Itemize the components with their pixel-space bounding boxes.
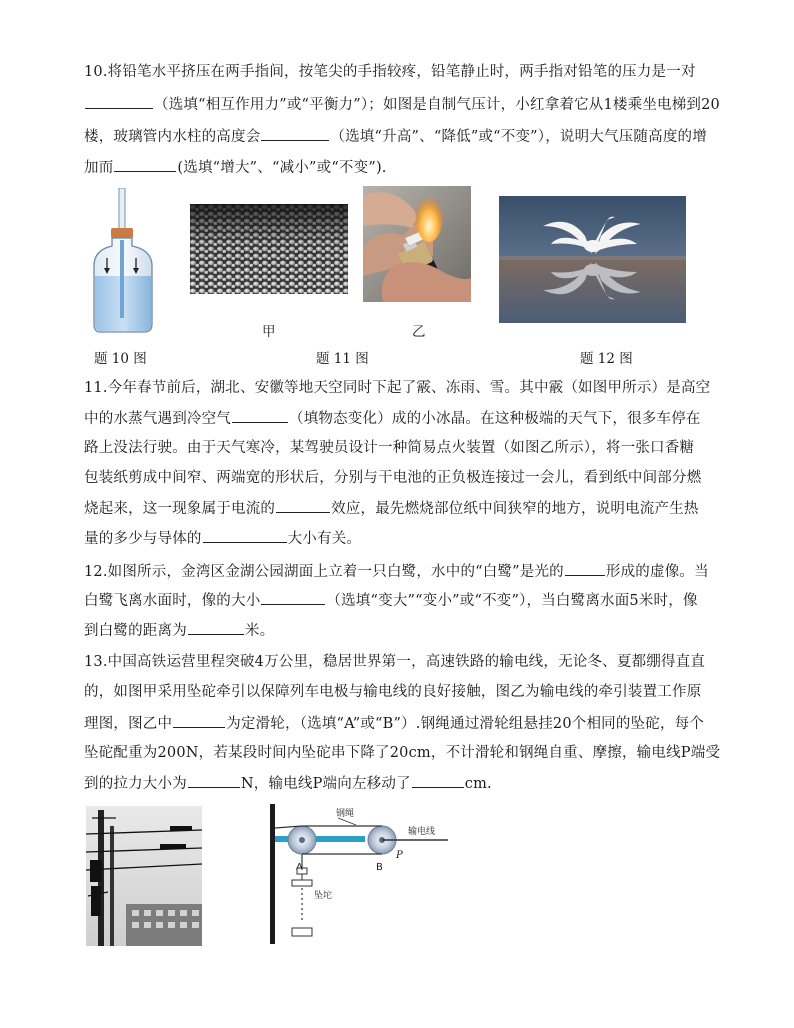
- answer-blank[interactable]: [188, 773, 240, 788]
- label-weight: 坠坨: [314, 891, 333, 901]
- q11-line1: 11.今年春节前后，湖北、安徽等地天空同时下起了霰、冻雨、雪。其中霰（如图甲所示）是高空: [84, 380, 711, 396]
- q10-line4-text-a: 加而: [84, 160, 114, 176]
- caption-fig-10: 题 10 图: [94, 351, 147, 367]
- q11-line2-text-b: （填物态变化）成的小冰晶。在这种极端的天气下，很多车停在: [289, 411, 701, 427]
- pulley-diagram: [268, 802, 456, 948]
- label-point-p: P: [396, 850, 403, 861]
- q11-line5: [84, 498, 699, 519]
- answer-blank[interactable]: [85, 94, 153, 109]
- q13-line1: 13.中国高铁运营里程突破4万公里，稳居世界第一，高速铁路的输电线，无论冬、夏都绷得直直: [84, 654, 706, 670]
- answer-blank[interactable]: [565, 561, 605, 576]
- q13-line4: 坠砣配重为200N，若某段时间内坠砣串下降了20cm，不计滑轮和钢绳自重、摩擦，输电线P端受: [84, 745, 721, 761]
- q12-line2: [84, 590, 698, 611]
- q12-line3-text-a: 到白鹭的距离为: [84, 623, 187, 639]
- q11-line3: 路上没法行驶。由于天气寒冷，某驾驶员设计一种简易点火装置（如图乙所示），将一张口香糖: [84, 440, 695, 456]
- q10-line2: [84, 94, 720, 115]
- q13-line3: [84, 713, 704, 734]
- q13-line5-text-c: cm.: [464, 776, 492, 792]
- answer-blank[interactable]: [114, 157, 176, 172]
- q13-line5-text-b: N，输电线P端向左移动了: [240, 776, 411, 792]
- q12-line1-text-b: 形成的虚像。当: [605, 564, 709, 580]
- q11-line6-text-b: 大小有关。: [287, 531, 362, 547]
- answer-blank[interactable]: [412, 773, 464, 788]
- q10-line4: [84, 157, 387, 178]
- q13-line5-text-a: 到的拉力大小为: [84, 776, 187, 792]
- q11-line2: [84, 408, 701, 429]
- q12-line1: [84, 561, 709, 582]
- q10-line3-text-b: （选填“升高”、“降低”或“不变”），说明大气压随高度的增: [330, 129, 707, 145]
- q10-line1: 10.将铅笔水平挤压在两手指间，按笔尖的手指较疼，铅笔静止时，两手指对铅笔的压力是一对: [84, 64, 696, 80]
- q13-line3-text-a: 理图，图乙中: [84, 716, 173, 732]
- q11-line5-text-b: 效应，最先燃烧部位纸中间狭窄的地方，说明电流产生热: [331, 501, 699, 517]
- q10-line4-text-b: (选填“增大”、“减小”或“不变”).: [177, 160, 387, 176]
- q12-line2-text-a: 白鹭飞离水面时，像的大小: [84, 593, 261, 609]
- catenary-photo: [86, 806, 202, 946]
- caption-fig-12: 题 12 图: [580, 351, 633, 367]
- answer-blank[interactable]: [261, 126, 329, 141]
- q13-line5: [84, 773, 492, 794]
- label-wire: 输电线: [408, 827, 436, 837]
- q10-line2-text: （选填“相互作用力”或“平衡力”）；如图是自制气压计，小红拿着它从1楼乘坐电梯到20: [154, 97, 720, 113]
- answer-blank[interactable]: [232, 408, 288, 423]
- caption-fig-11: 题 11 图: [316, 351, 369, 367]
- graupel-photo: [190, 204, 348, 294]
- q11-line6: [84, 528, 361, 549]
- battery-fire-photo: [363, 186, 471, 302]
- q12-line1-text-a: 12.如图所示，金湾区金湖公园湖面上立着一只白鹭，水中的“白鹭”是光的: [84, 564, 564, 580]
- caption-yi: 乙: [412, 324, 426, 340]
- label-pulley-b: B: [376, 862, 383, 873]
- q13-line3-text-b: 为定滑轮，（选填“A”或“B”）.钢绳通过滑轮组悬挂20个相同的坠砣，每个: [226, 716, 705, 732]
- answer-blank[interactable]: [173, 713, 225, 728]
- egret-photo: [499, 196, 686, 323]
- q11-line4: 包装纸剪成中间窄、两端宽的形状后，分别与干电池的正负极连接过一会儿，看到纸中间部分燃: [84, 470, 702, 486]
- answer-blank[interactable]: [261, 590, 325, 605]
- q12-line2-text-b: （选填“变大”“变小”或“不变”），当白鹭离水面5米时，像: [326, 593, 698, 609]
- q13-line2: 的，如图甲采用坠砣牵引以保障列车电极与输电线的良好接触，图乙为输电线的牵引装置工作原: [84, 684, 702, 700]
- answer-blank[interactable]: [188, 620, 244, 635]
- answer-blank[interactable]: [276, 498, 330, 513]
- q10-line3-text-a: 楼，玻璃管内水柱的高度会: [84, 129, 261, 145]
- q12-line3: [84, 620, 274, 641]
- q12-line3-text-b: 米。: [244, 623, 275, 639]
- q11-line5-text-a: 烧起来，这一现象属于电流的: [84, 501, 276, 517]
- q10-line3: [84, 126, 707, 147]
- label-pulley-a: A: [296, 862, 303, 873]
- barometer-bottle-figure: [92, 188, 158, 334]
- q11-line6-text-a: 量的多少与导体的: [84, 531, 202, 547]
- q11-line2-text-a: 中的水蒸气遇到冷空气: [84, 411, 231, 427]
- answer-blank[interactable]: [203, 528, 287, 543]
- caption-jia: 甲: [262, 324, 276, 340]
- label-rope: 钢绳: [336, 809, 355, 819]
